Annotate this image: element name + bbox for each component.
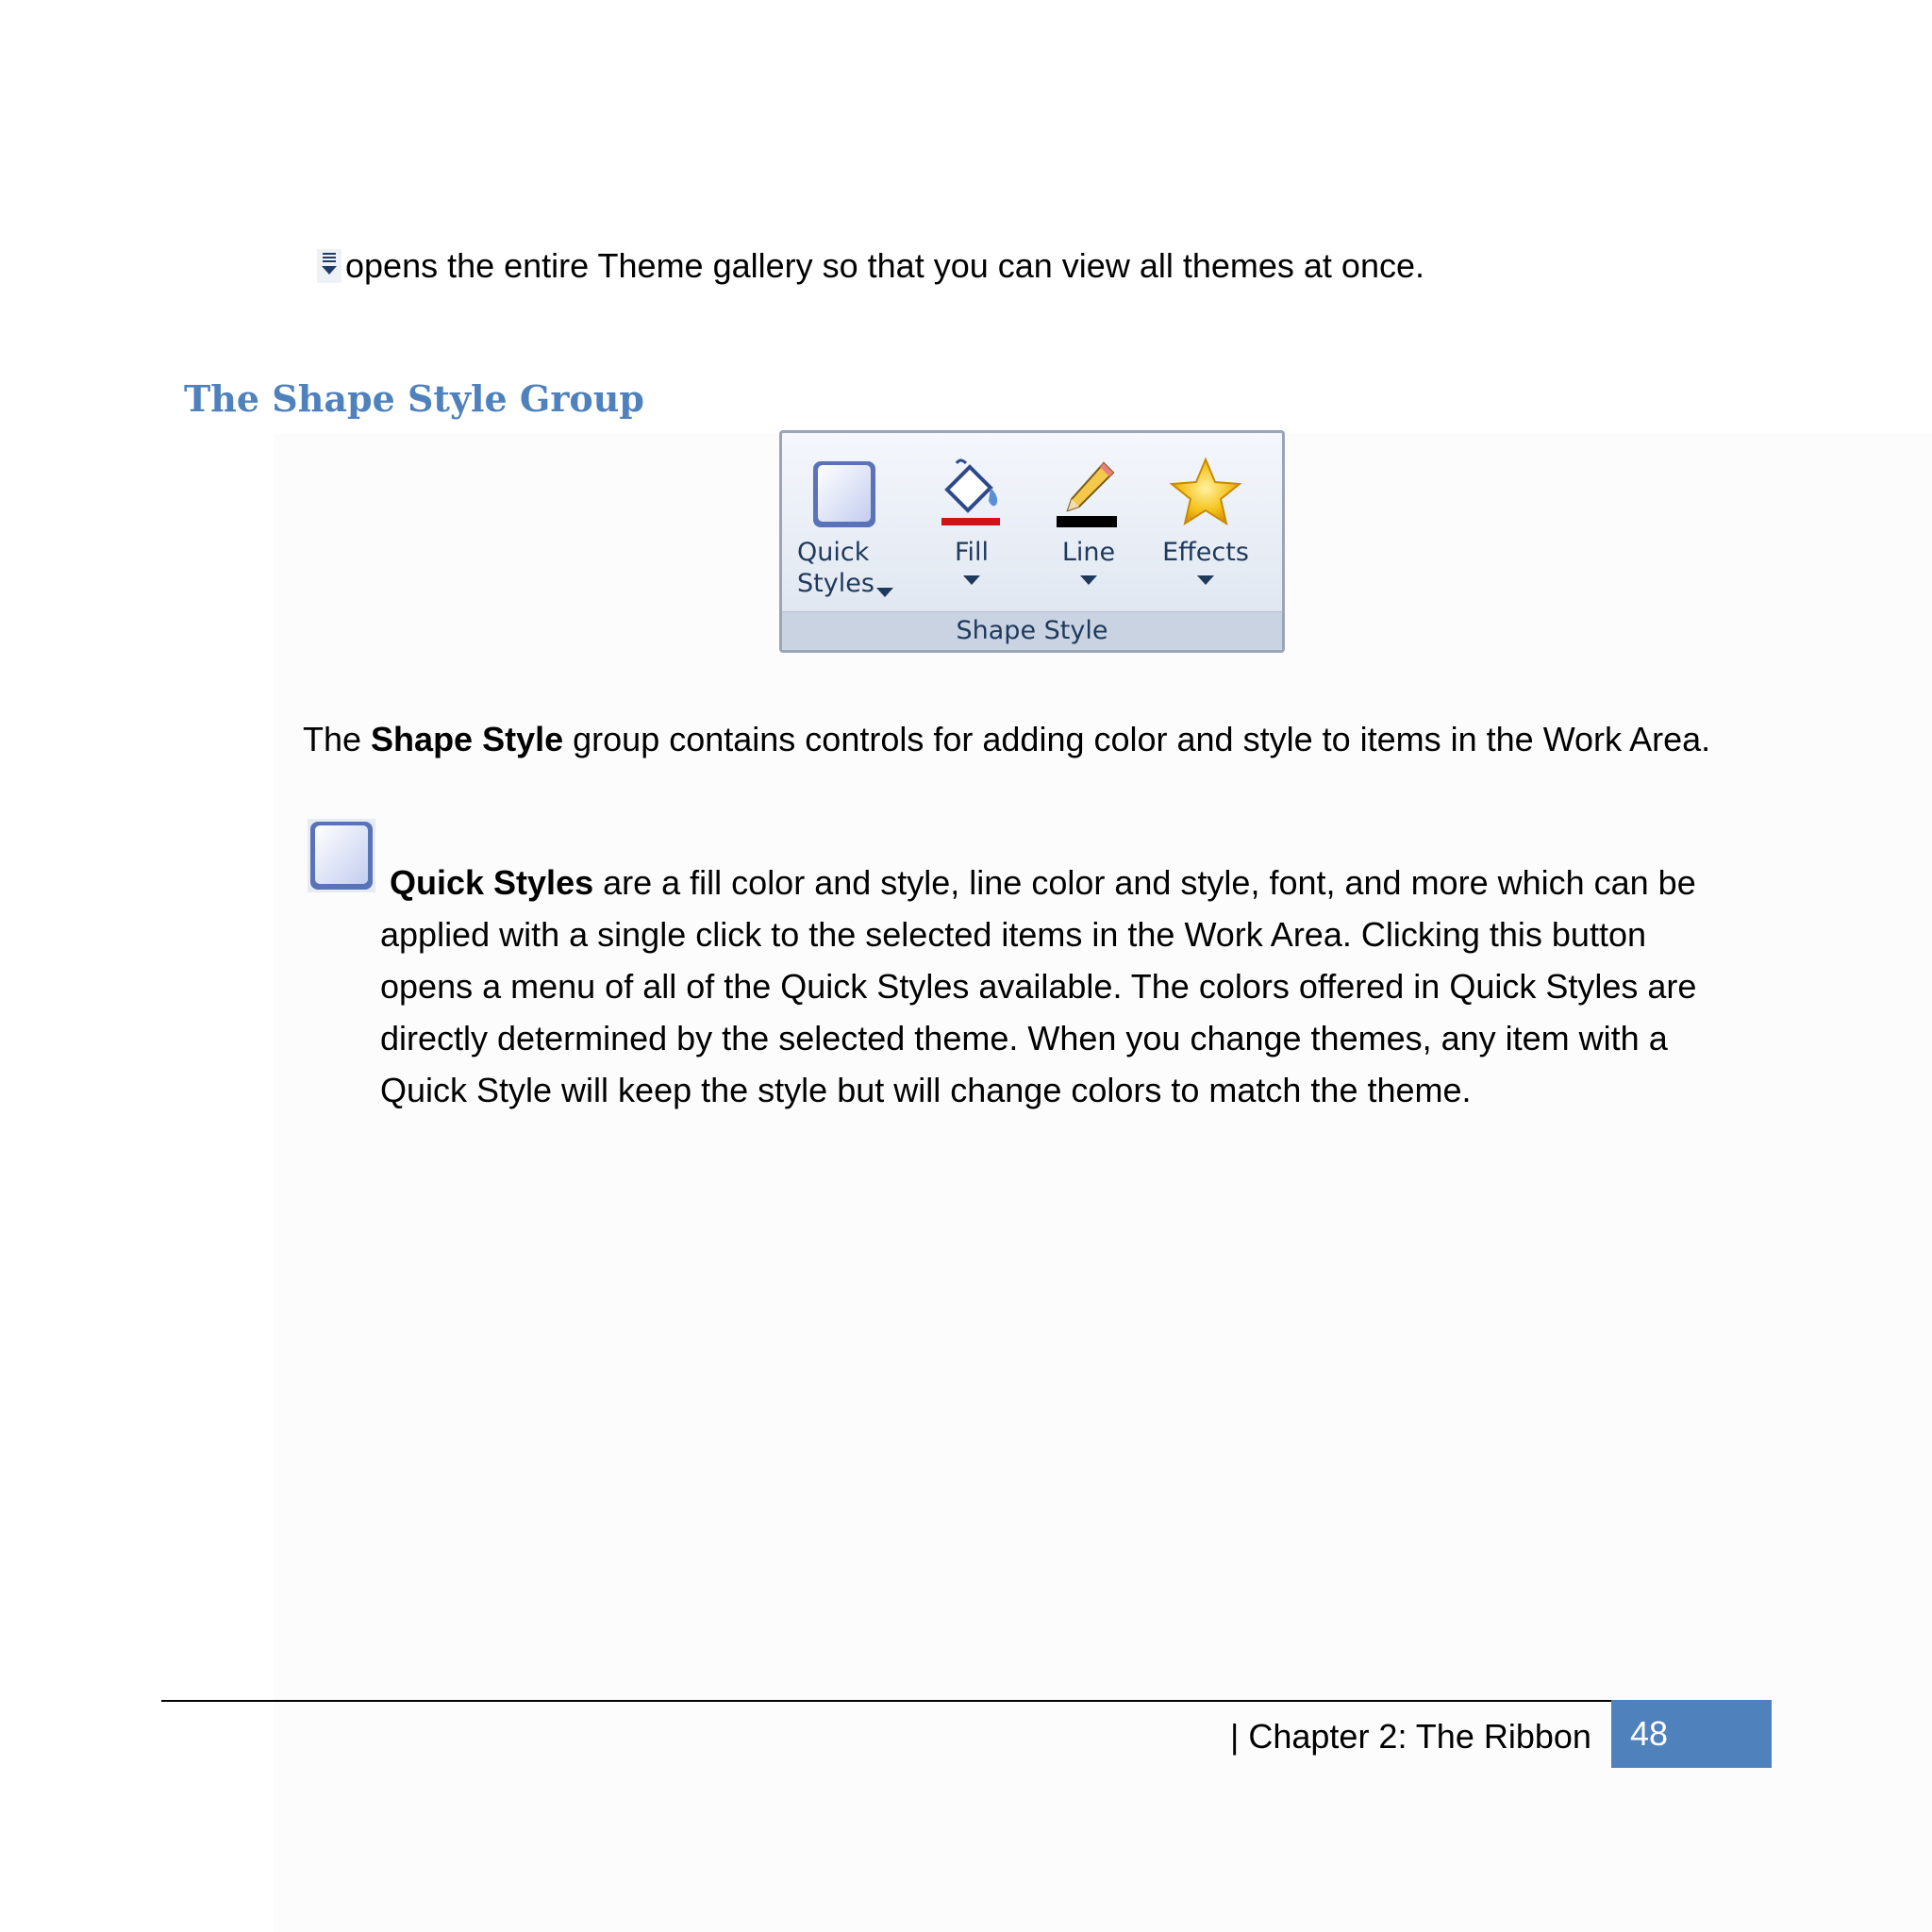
quick-styles-line-4: directly determined by the selected theme. When you change themes, any item with a [380, 1019, 1668, 1058]
intro-text: opens the entire Theme gallery so that you can view all themes at once. [345, 246, 1424, 285]
quick-styles-line-3: opens a menu of all of the Quick Styles available. The colors offered in Quick Styles are [380, 967, 1697, 1006]
shape-style-description [303, 717, 1710, 762]
page-number: 48 [1611, 1700, 1772, 1768]
paragraph-prefix: The [303, 720, 372, 758]
line-button[interactable] [1037, 456, 1141, 585]
quick-styles-description [380, 819, 1710, 1116]
quick-styles-bold: Quick Styles [390, 863, 594, 902]
group-label: Shape Style [782, 611, 1282, 650]
quick-styles-label-1: Quick [797, 538, 870, 567]
star-effects-icon [1168, 456, 1243, 531]
quick-styles-icon [308, 819, 375, 892]
line-label: Line [1061, 538, 1116, 567]
chevron-down-icon [963, 575, 980, 585]
quick-styles-label-2: Styles [797, 569, 874, 598]
paint-bucket-icon [934, 456, 1009, 531]
fill-button[interactable] [920, 456, 1024, 585]
quick-styles-line-2: applied with a single click to the selected items in the Work Area. Clicking this button [380, 915, 1647, 954]
pencil-line-icon [1051, 456, 1126, 531]
quick-styles-line-1: are a fill color and style, line color and style, font, and more which can be [593, 863, 1696, 902]
effects-label: Effects [1162, 538, 1249, 567]
shape-style-group [779, 430, 1285, 653]
chevron-down-icon [1197, 575, 1214, 585]
effects-button[interactable] [1154, 456, 1257, 585]
section-heading: The Shape Style Group [184, 377, 644, 420]
intro-line [317, 243, 1424, 289]
quick-styles-button[interactable] [793, 456, 897, 599]
fill-label: Fill [954, 538, 990, 567]
footer-rule [161, 1700, 1772, 1702]
chevron-down-icon [876, 588, 893, 597]
footer-chapter: | Chapter 2: The Ribbon [1230, 1717, 1591, 1756]
paragraph-bold: Shape Style [371, 720, 564, 758]
gallery-more-icon [317, 249, 341, 283]
quick-styles-icon [808, 456, 883, 531]
quick-styles-line-5: Quick Style will keep the style but will change colors to match the theme. [380, 1071, 1472, 1109]
paragraph-suffix: group contains controls for adding color and style to items in the Work Area. [563, 720, 1711, 758]
chevron-down-icon [1080, 575, 1097, 585]
